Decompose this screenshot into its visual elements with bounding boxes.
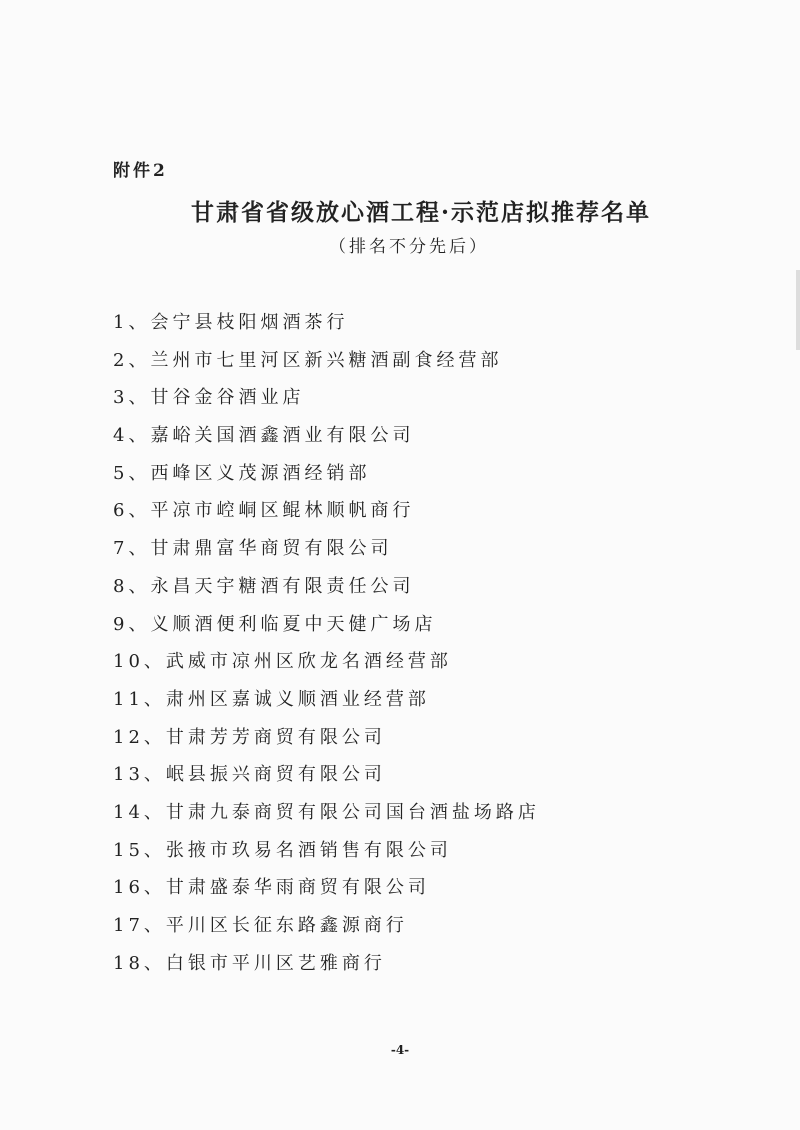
list-item: 2、兰州市七里河区新兴糖酒副食经营部 [113, 349, 503, 371]
list-item: 6、平凉市崆峒区鲲林顺帆商行 [113, 500, 415, 522]
store-list [113, 311, 540, 989]
list-item: 15、张掖市玖易名酒销售有限公司 [113, 839, 452, 861]
list-item: 11、肃州区嘉诚义顺酒业经营部 [113, 688, 430, 710]
list-item: 8、永昌天宇糖酒有限责任公司 [113, 575, 415, 597]
document-subtitle: （排名不分先后） [329, 237, 489, 257]
list-item: 7、甘肃鼎富华商贸有限公司 [113, 538, 393, 560]
scan-edge [796, 270, 800, 350]
document-title: 甘肃省省级放心酒工程·示范店拟推荐名单 [190, 199, 651, 226]
list-item: 16、甘肃盛泰华雨商贸有限公司 [113, 877, 430, 899]
list-item: 18、白银市平川区艺雅商行 [113, 952, 386, 974]
list-item: 3、甘谷金谷酒业店 [113, 387, 305, 409]
list-item: 9、义顺酒便利临夏中天健广场店 [113, 613, 437, 635]
list-item: 5、西峰区义茂源酒经销部 [113, 462, 371, 484]
list-item: 12、甘肃芳芳商贸有限公司 [113, 726, 386, 748]
list-item: 1、会宁县枝阳烟酒茶行 [113, 312, 349, 333]
attachment-label: 附件2 [113, 161, 168, 181]
list-item: 13、岷县振兴商贸有限公司 [113, 764, 386, 786]
list-item: 10、武威市凉州区欣龙名酒经营部 [113, 651, 452, 673]
list-item: 14、甘肃九泰商贸有限公司国台酒盐场路店 [113, 801, 540, 823]
page-number: -4- [390, 1043, 410, 1057]
list-item: 17、平川区长征东路鑫源商行 [113, 915, 408, 936]
list-item: 4、嘉峪关国酒鑫酒业有限公司 [113, 425, 415, 447]
